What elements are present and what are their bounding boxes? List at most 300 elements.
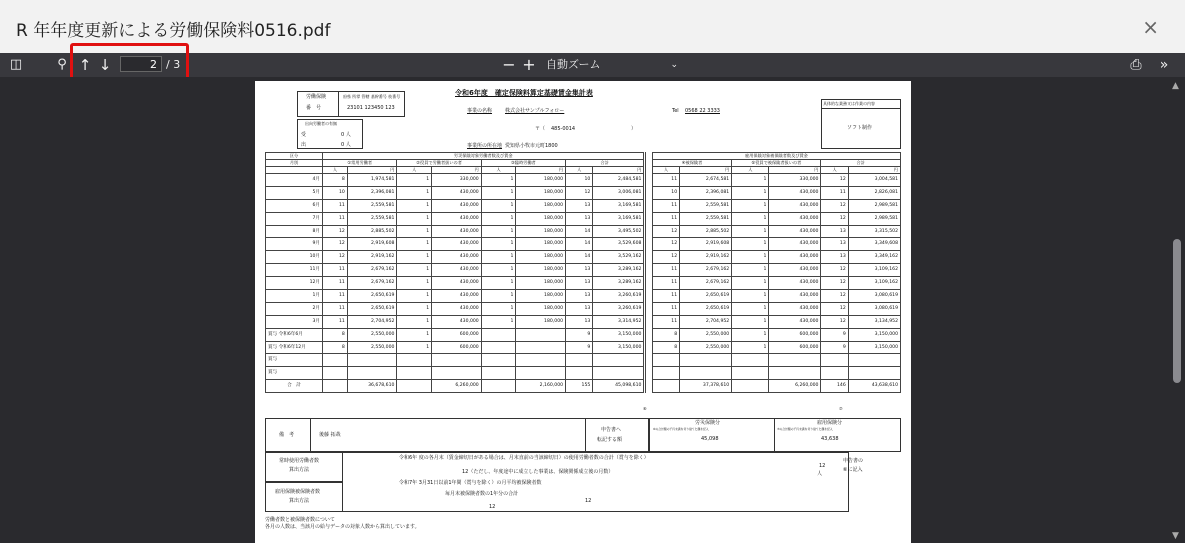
table-cell: 1	[397, 238, 432, 251]
table-cell: 8	[652, 341, 679, 354]
table-cell: 11	[652, 199, 679, 212]
table-cell: 1	[481, 277, 516, 290]
table-cell	[821, 367, 848, 380]
zoom-value: 自動ズーム	[546, 58, 601, 71]
table-cell: 11	[652, 302, 679, 315]
table-cell: 2,885,502	[347, 225, 397, 238]
report-label-2: 転記する額	[597, 437, 623, 443]
unit-yen: 円	[769, 167, 821, 174]
month-cell: 3月	[266, 315, 323, 328]
unit-yen: 円	[848, 167, 900, 174]
table-cell: 11	[821, 186, 848, 199]
table-cell: 45,098,610	[593, 380, 645, 393]
avg-workers-sub: 12（ただし、年度途中に成立した事業は、保険関係成立後の月数）	[462, 469, 614, 475]
table-cell: 430,000	[432, 212, 482, 225]
table-cell	[769, 367, 821, 380]
table-cell: 11	[323, 302, 348, 315]
avg-workers-note-1: 申告書の	[843, 458, 864, 464]
col-insured: ④被保険者	[652, 160, 731, 167]
table-cell: 12	[821, 315, 848, 328]
table-cell: 1	[481, 302, 516, 315]
avg-workers-unit: 人	[817, 471, 823, 477]
month-cell: 12月	[266, 277, 323, 290]
table-cell: 3,289,162	[593, 264, 645, 277]
zoom-out-button[interactable]: −	[502, 55, 516, 74]
table-cell: 430,000	[432, 186, 482, 199]
print-icon[interactable]: ⎙	[1130, 57, 1142, 73]
col-kubun: 区分	[266, 153, 323, 160]
table-cell: 180,000	[516, 302, 566, 315]
table-cell: 3,314,952	[593, 315, 645, 328]
table-cell: 6,260,000	[432, 380, 482, 393]
table-cell: 430,000	[769, 302, 821, 315]
document-viewer[interactable]	[0, 77, 1185, 543]
table-cell: 2,650,619	[347, 290, 397, 303]
table-cell: 1	[397, 277, 432, 290]
table-cell	[516, 354, 566, 367]
table-cell: 2,919,608	[680, 238, 732, 251]
unit-yen: 円	[516, 167, 566, 174]
table-cell: 2,396,081	[347, 186, 397, 199]
table-cell: 3,260,619	[593, 290, 645, 303]
month-cell: 1月	[266, 290, 323, 303]
table-cell: 11	[323, 315, 348, 328]
table-cell: 2,885,502	[680, 225, 732, 238]
table-cell: 430,000	[432, 199, 482, 212]
page-number-input[interactable]: 2	[120, 56, 162, 72]
table-cell: 10	[323, 186, 348, 199]
next-page-icon[interactable]: ↓	[98, 56, 112, 74]
table-cell: 2,559,581	[347, 199, 397, 212]
zip-suffix: ）	[631, 126, 637, 132]
total-mark-1: ⑥	[643, 406, 647, 411]
table-cell: 430,000	[432, 302, 482, 315]
table-cell: 3,150,000	[848, 341, 900, 354]
table-cell: 1	[397, 212, 432, 225]
table-cell	[732, 367, 769, 380]
table-cell: 12	[821, 264, 848, 277]
month-cell: 合 計	[266, 380, 323, 393]
col-temp: ③臨時労働者	[481, 160, 565, 167]
table-cell: 36,678,610	[347, 380, 397, 393]
table-cell: 12	[566, 186, 593, 199]
table-cell: 3,134,952	[848, 315, 900, 328]
rousai-group-header: 労災保険対象労働者数及び賃金	[323, 153, 645, 160]
table-cell: 1	[397, 251, 432, 264]
insured-value: 12	[585, 498, 592, 504]
table-cell: 2,550,000	[680, 328, 732, 341]
business-value: ソフト制作	[847, 125, 873, 131]
table-cell: 10	[652, 186, 679, 199]
table-cell: 2,650,619	[680, 290, 732, 303]
table-cell: 430,000	[769, 290, 821, 303]
unit-yen: 円	[593, 167, 645, 174]
table-cell: 11	[652, 290, 679, 303]
table-cell: 3,150,000	[593, 328, 645, 341]
office-number: 23101 123450 123	[347, 105, 395, 111]
table-cell: 2,679,162	[680, 277, 732, 290]
zoom-select[interactable]	[542, 55, 686, 75]
table-cell: 1	[481, 290, 516, 303]
table-cell: 430,000	[432, 315, 482, 328]
month-cell: 5月	[266, 186, 323, 199]
table-cell	[481, 380, 516, 393]
col-regular: ①常用労働者	[323, 160, 397, 167]
table-cell: 180,000	[516, 174, 566, 187]
table-row	[266, 212, 901, 225]
table-cell: 1	[397, 315, 432, 328]
table-cell: 430,000	[432, 225, 482, 238]
table-cell: 3,004,581	[848, 174, 900, 187]
table-row	[266, 354, 901, 367]
table-cell	[566, 354, 593, 367]
table-row	[266, 341, 901, 354]
table-row	[266, 315, 901, 328]
table-cell: 430,000	[769, 186, 821, 199]
table-cell	[397, 380, 432, 393]
table-cell: 1	[481, 315, 516, 328]
table-cell: 12	[652, 251, 679, 264]
table-cell: 2,484,581	[593, 174, 645, 187]
table-cell: 430,000	[769, 238, 821, 251]
table-cell	[732, 354, 769, 367]
table-cell	[481, 341, 516, 354]
table-cell	[848, 367, 900, 380]
table-row	[266, 328, 901, 341]
insured-label-box	[265, 482, 343, 512]
table-cell: 2,989,581	[848, 212, 900, 225]
wage-table-body	[266, 174, 901, 393]
table-cell: 3,150,000	[848, 328, 900, 341]
labor-insurance-label: 労働保険	[306, 94, 327, 100]
table-cell: 3,080,619	[848, 290, 900, 303]
table-cell: 3,349,162	[848, 251, 900, 264]
table-cell: 12	[323, 251, 348, 264]
table-cell: 12	[652, 225, 679, 238]
table-cell	[516, 367, 566, 380]
month-cell: 賞与	[266, 354, 323, 367]
report-label-1: 申告書へ	[601, 427, 622, 433]
table-cell: 1	[732, 315, 769, 328]
unit-yen: 円	[432, 167, 482, 174]
avg-workers-note-2: ⑥に記入	[843, 467, 863, 473]
table-cell	[821, 354, 848, 367]
table-cell	[652, 380, 679, 393]
table-row	[266, 367, 901, 380]
unit-person: 人	[323, 167, 348, 174]
table-cell: 11	[323, 199, 348, 212]
more-tools-icon[interactable]: »	[1159, 57, 1169, 73]
table-cell	[323, 367, 348, 380]
table-cell: 14	[566, 238, 593, 251]
table-cell: 1	[481, 186, 516, 199]
report-label-box	[585, 418, 649, 452]
table-cell: 9	[821, 328, 848, 341]
table-cell: 430,000	[769, 315, 821, 328]
table-cell: 14	[566, 225, 593, 238]
table-cell	[481, 354, 516, 367]
table-cell: 1	[732, 174, 769, 187]
table-cell: 2,550,000	[347, 341, 397, 354]
table-cell	[397, 354, 432, 367]
table-cell: 1	[732, 225, 769, 238]
scrollbar-thumb[interactable]	[1173, 239, 1181, 383]
table-cell	[481, 328, 516, 341]
document-title: R 年年度更新による労働保険料0516.pdf	[16, 21, 331, 41]
dispatch-out-value: 0 人	[341, 142, 351, 148]
table-cell: 430,000	[432, 238, 482, 251]
close-icon[interactable]: ×	[1142, 15, 1159, 39]
document-heading: 令和6年度 確定保険料算定基礎賃金集計表	[455, 89, 593, 97]
table-cell: 11	[323, 212, 348, 225]
scroll-down-icon[interactable]: ▼	[1172, 531, 1179, 541]
table-cell: 13	[566, 264, 593, 277]
dispatch-out-label: 出	[301, 142, 307, 148]
table-cell: 1	[397, 290, 432, 303]
unit-yen: 円	[347, 167, 397, 174]
insured-label-1: 雇用保険被保険者数	[275, 489, 321, 495]
table-cell: 3,109,162	[848, 277, 900, 290]
table-cell: 1	[481, 251, 516, 264]
table-cell: 1	[481, 212, 516, 225]
table-cell: 180,000	[516, 238, 566, 251]
table-cell: 3,289,162	[593, 277, 645, 290]
table-cell: 12	[821, 290, 848, 303]
office-code-labels: 府県 所掌 管轄 基幹番号 枝番号	[343, 94, 401, 99]
table-cell: 2,674,581	[680, 174, 732, 187]
table-cell: 8	[323, 341, 348, 354]
table-cell: 1	[481, 238, 516, 251]
table-cell: 2,679,162	[680, 264, 732, 277]
month-cell: 9月	[266, 238, 323, 251]
table-cell	[323, 380, 348, 393]
vertical-scrollbar[interactable]	[1169, 77, 1185, 543]
scroll-up-icon[interactable]: ▲	[1172, 81, 1179, 91]
table-cell: 12	[323, 225, 348, 238]
table-cell: 11	[323, 264, 348, 277]
table-cell: 14	[566, 251, 593, 264]
table-cell: 1	[397, 174, 432, 187]
table-cell: 2,550,000	[680, 341, 732, 354]
address: 愛知県小牧市元町1800	[505, 143, 558, 149]
table-cell: 1	[732, 264, 769, 277]
table-cell: 1	[397, 225, 432, 238]
table-cell: 9	[821, 341, 848, 354]
office-name-label: 事業の名称	[467, 108, 493, 114]
table-cell: 1	[732, 290, 769, 303]
table-cell	[516, 328, 566, 341]
table-cell: 1	[481, 174, 516, 187]
table-cell: 1	[397, 341, 432, 354]
remarks-label: 備 考	[279, 432, 295, 438]
table-cell: 155	[566, 380, 593, 393]
insured-sub: 毎月末被保険者数の1年分の合計	[445, 491, 519, 497]
table-cell: 600,000	[769, 328, 821, 341]
table-cell: 1	[732, 251, 769, 264]
table-cell: 1	[732, 212, 769, 225]
month-cell: 6月	[266, 199, 323, 212]
month-cell: 7月	[266, 212, 323, 225]
table-cell: 1	[732, 238, 769, 251]
table-row	[266, 186, 901, 199]
table-cell: 8	[323, 328, 348, 341]
footer-note-1: 労働者数と被保険者数について	[265, 517, 335, 523]
table-cell: 600,000	[432, 341, 482, 354]
table-cell: 1	[732, 328, 769, 341]
zip-code: 485-0014	[551, 126, 576, 132]
table-cell: 2,679,162	[347, 277, 397, 290]
table-cell: 3,349,608	[848, 238, 900, 251]
month-cell: 10月	[266, 251, 323, 264]
calc-box	[265, 452, 849, 512]
search-icon[interactable]: ⚲	[57, 57, 67, 72]
koyou-premium-note: ⑦の合計額の千円未満を切り捨てた額を記入	[777, 427, 833, 431]
table-cell: 180,000	[516, 225, 566, 238]
month-cell: 賞与 令和6年6月	[266, 328, 323, 341]
dispatch-header: 出向労働者の有無	[305, 121, 337, 126]
table-cell: 1	[481, 199, 516, 212]
table-cell: 180,000	[516, 199, 566, 212]
table-cell: 6,260,000	[769, 380, 821, 393]
zoom-in-button[interactable]: +	[522, 55, 536, 74]
tel-label: Tel	[672, 108, 679, 114]
table-cell: 146	[821, 380, 848, 393]
dispatch-in-label: 受	[301, 132, 307, 138]
table-cell: 3,150,000	[593, 341, 645, 354]
col-month: 月別	[266, 160, 323, 167]
table-cell: 13	[566, 212, 593, 225]
table-cell	[432, 367, 482, 380]
table-cell: 1	[481, 264, 516, 277]
table-cell: 1,974,581	[347, 174, 397, 187]
table-cell	[432, 354, 482, 367]
table-cell: 3,315,502	[848, 225, 900, 238]
address-label: 事業所の所在地	[467, 143, 503, 149]
chevron-down-icon: ⌄	[670, 60, 678, 70]
table-cell: 2,826,081	[848, 186, 900, 199]
table-cell: 1	[732, 199, 769, 212]
table-cell: 2,679,162	[347, 264, 397, 277]
zip-prefix: 〒（	[535, 126, 546, 132]
table-cell: 2,919,162	[680, 251, 732, 264]
insured-text: 令和7年 3月31日以前1年間（賞与を除く）の月平均被保険者数	[399, 480, 542, 486]
table-cell: 12	[323, 238, 348, 251]
avg-workers-label-2: 算出方法	[289, 467, 310, 473]
rousai-premium-value: 45,098	[701, 436, 719, 442]
table-cell: 12	[652, 238, 679, 251]
total-mark-2: ⑦	[839, 406, 843, 411]
unit-person: 人	[732, 167, 769, 174]
table-cell: 12	[821, 277, 848, 290]
table-cell: 1	[397, 199, 432, 212]
table-cell	[848, 354, 900, 367]
table-cell: 2,919,162	[347, 251, 397, 264]
month-cell: 賞与	[266, 367, 323, 380]
table-cell: 1	[397, 302, 432, 315]
table-row	[266, 380, 901, 393]
table-cell: 3,006,081	[593, 186, 645, 199]
table-cell	[680, 354, 732, 367]
table-cell: 180,000	[516, 290, 566, 303]
table-cell	[652, 354, 679, 367]
table-cell: 2,559,581	[347, 212, 397, 225]
table-row	[266, 277, 901, 290]
table-cell: 9	[566, 328, 593, 341]
table-row	[266, 251, 901, 264]
table-cell: 430,000	[769, 264, 821, 277]
table-cell	[769, 354, 821, 367]
wage-table	[265, 152, 901, 393]
table-cell: 11	[652, 277, 679, 290]
table-cell: 13	[821, 225, 848, 238]
table-row	[266, 174, 901, 187]
table-cell: 430,000	[432, 264, 482, 277]
table-cell: 180,000	[516, 315, 566, 328]
table-cell: 43,638,610	[848, 380, 900, 393]
table-cell: 430,000	[769, 225, 821, 238]
table-cell: 3,495,502	[593, 225, 645, 238]
avg-workers-label-1: 常時使用労働者数	[279, 458, 320, 464]
table-cell: 12	[821, 199, 848, 212]
unit-person: 人	[821, 167, 848, 174]
table-cell: 2,919,608	[347, 238, 397, 251]
number-label: 番 号	[306, 105, 322, 111]
table-cell	[732, 380, 769, 393]
dispatch-in-value: 0 人	[341, 132, 351, 138]
table-cell: 13	[566, 290, 593, 303]
table-cell	[347, 367, 397, 380]
table-row	[266, 264, 901, 277]
rousai-premium-note: ⑥の合計額の千円未満を切り捨てた額を記入	[653, 427, 709, 431]
table-cell: 430,000	[432, 290, 482, 303]
table-cell: 3,529,162	[593, 251, 645, 264]
koyou-premium-label: 雇用保険分	[817, 420, 843, 426]
table-cell: 430,000	[769, 199, 821, 212]
month-cell: 賞与 令和6年12月	[266, 341, 323, 354]
table-cell: 600,000	[769, 341, 821, 354]
table-cell: 2,550,000	[347, 328, 397, 341]
table-cell: 180,000	[516, 186, 566, 199]
unit-person: 人	[652, 167, 679, 174]
table-cell: 3,260,619	[593, 302, 645, 315]
unit-person: 人	[566, 167, 593, 174]
table-cell: 430,000	[769, 212, 821, 225]
table-cell: 3,529,608	[593, 238, 645, 251]
table-cell: 11	[652, 264, 679, 277]
table-cell: 3,109,162	[848, 264, 900, 277]
tel-number: 0568 22 3333	[685, 108, 720, 114]
sidebar-toggle-icon[interactable]: ◫	[9, 57, 23, 72]
insured-divisor: 12	[489, 504, 496, 510]
table-cell: 2,650,619	[347, 302, 397, 315]
table-cell: 13	[566, 199, 593, 212]
table-cell: 13	[566, 277, 593, 290]
table-cell: 3,169,581	[593, 199, 645, 212]
table-cell: 180,000	[516, 264, 566, 277]
col-officer: ②役員で労働者扱いの者	[397, 160, 481, 167]
table-cell: 2,396,081	[680, 186, 732, 199]
table-cell: 9	[566, 341, 593, 354]
col-total: 合計	[566, 160, 645, 167]
rousai-premium-label: 労災保険分	[695, 420, 721, 426]
table-cell	[652, 367, 679, 380]
avg-workers-text: 令和6年 度の各月末（賃金締切日がある場合は、月末直前の当該締切日）の使用労働者数の合計（賞与を除く）	[399, 455, 649, 461]
table-row	[266, 238, 901, 251]
remarks-box	[265, 418, 901, 452]
month-cell: 4月	[266, 174, 323, 187]
table-cell	[347, 354, 397, 367]
previous-page-icon[interactable]: ↑	[78, 56, 92, 74]
